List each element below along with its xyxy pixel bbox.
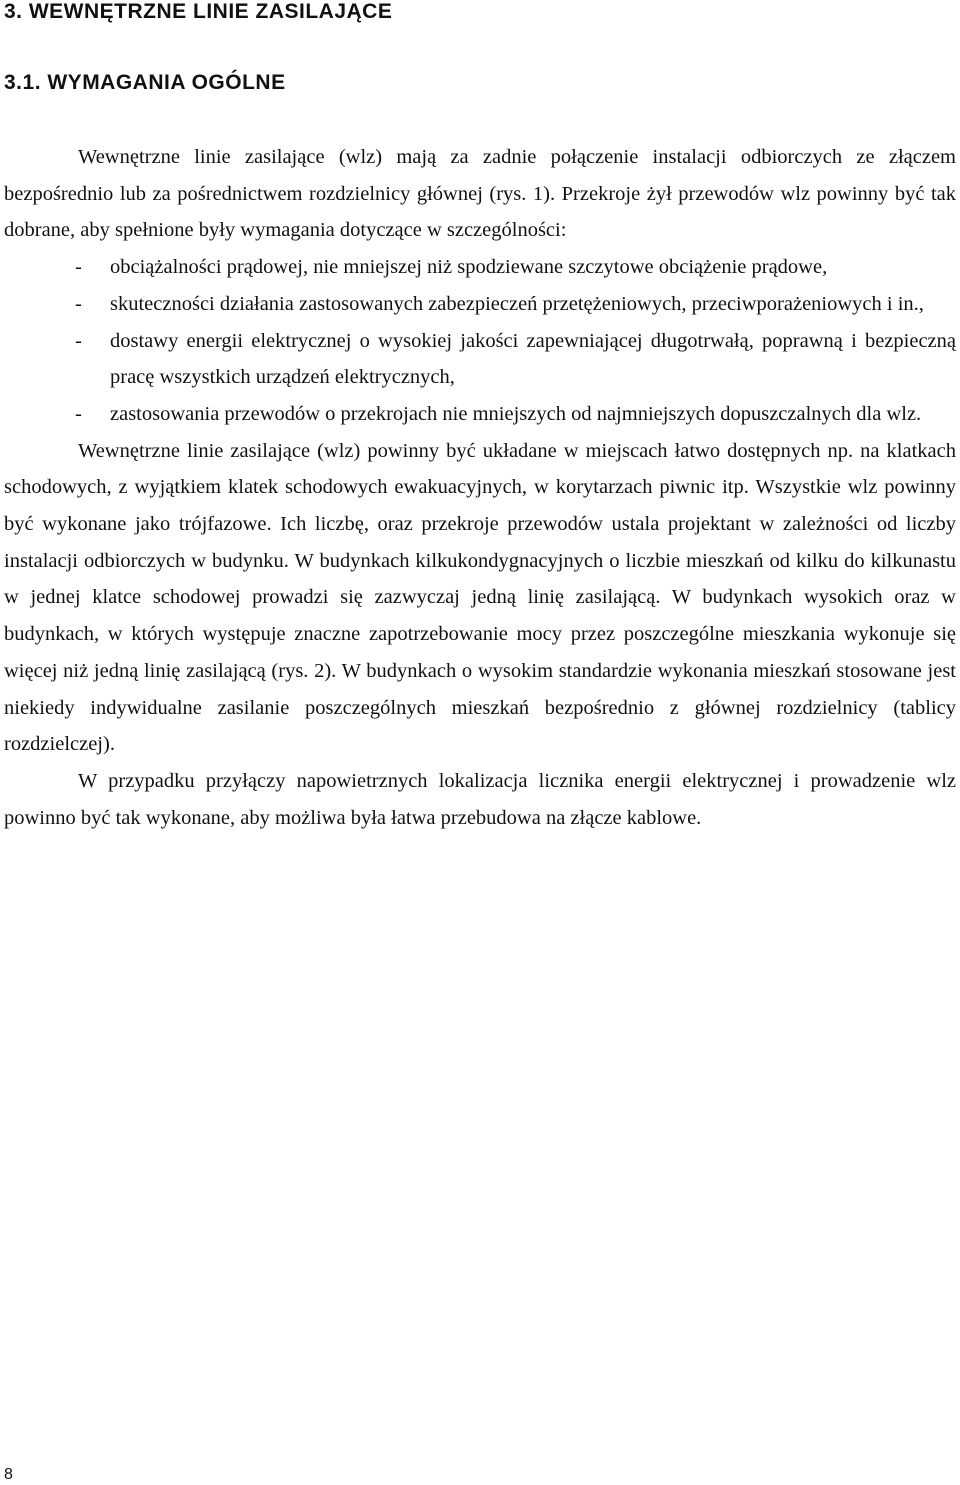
list-item bbox=[4, 249, 956, 286]
dash-bullet: - bbox=[75, 292, 82, 315]
section-heading: 3.1. WYMAGANIA OGÓLNE bbox=[4, 71, 286, 94]
list-item bbox=[4, 286, 956, 323]
list-item-text: dostawy energii elektrycznej o wysokiej jakości zapewniającej długotrwałą, poprawną i bezpieczną pracę wszystkich urządzeń elektrycznych, bbox=[110, 329, 956, 389]
list-item-text: skuteczności działania zastosowanych zabezpieczeń przetężeniowych, przeciwporażeniowych i in., bbox=[110, 292, 924, 315]
dash-bullet: - bbox=[75, 256, 82, 279]
list-item-text: zastosowania przewodów o przekrojach nie mniejszych od najmniejszych dopuszczalnych dla wlz. bbox=[110, 402, 922, 425]
list-item bbox=[4, 396, 956, 433]
paragraph-placement: Wewnętrzne linie zasilające (wlz) powinny być układane w miejscach łatwo dostępnych np. na klatkach schodowych, z wyjątkiem klatek schodowych ewakuacyjnych, w korytarzach piwnic itp. Wszystkie wlz powinny być wykonane jako trójfazowe. Ich liczbę, oraz przekroje przewodów ustala projektant w zależności od liczby instalacji odbiorczych w budynku. W budynkach kilkukondygnacyjnych o liczbie mieszkań od kilku do kilkunastu w jednej klatce schodowej prowadzi się zazwyczaj jedną linię zasilającą. W budynkach wysokich oraz w budynkach, w których występuje znaczne zapotrzebowanie mocy przez poszczególne mieszkania wykonuje się więcej niż jedną linię zasilającą (rys. 2). W budynkach o wysokim standardzie wykonania mieszkań stosowane jest niekiedy indywidualne zasilanie poszczególnych mieszkań bezpośrednio z głównej rozdzielnicy (tablicy rozdzielczej). bbox=[4, 439, 956, 756]
dash-bullet: - bbox=[75, 402, 82, 425]
paragraph-intro: Wewnętrzne linie zasilające (wlz) mają za zadnie połączenie instalacji odbiorczych ze złączem bezpośrednio lub za pośrednictwem rozdzielnicy głównej (rys. 1). Przekroje żył przewodów wlz powinny być tak dobrane, aby spełnione były wymagania dotyczące w szczególności: bbox=[4, 146, 956, 242]
list-item-text: obciążalności prądowej, nie mniejszej niż spodziewane szczytowe obciążenie prądowe, bbox=[110, 256, 828, 279]
page-number: 8 bbox=[4, 1466, 13, 1483]
paragraph-overhead: W przypadku przyłączy napowietrznych lokalizacja licznika energii elektrycznej i prowadzenie wlz powinno być tak wykonane, aby możliwa była łatwa przebudowa na złącze kablowe. bbox=[4, 769, 956, 829]
requirements-list bbox=[4, 249, 956, 433]
chapter-heading: 3. WEWNĘTRZNE LINIE ZASILAJĄCE bbox=[4, 0, 393, 23]
body-text bbox=[4, 139, 956, 836]
dash-bullet: - bbox=[75, 329, 82, 352]
list-item bbox=[4, 323, 956, 396]
